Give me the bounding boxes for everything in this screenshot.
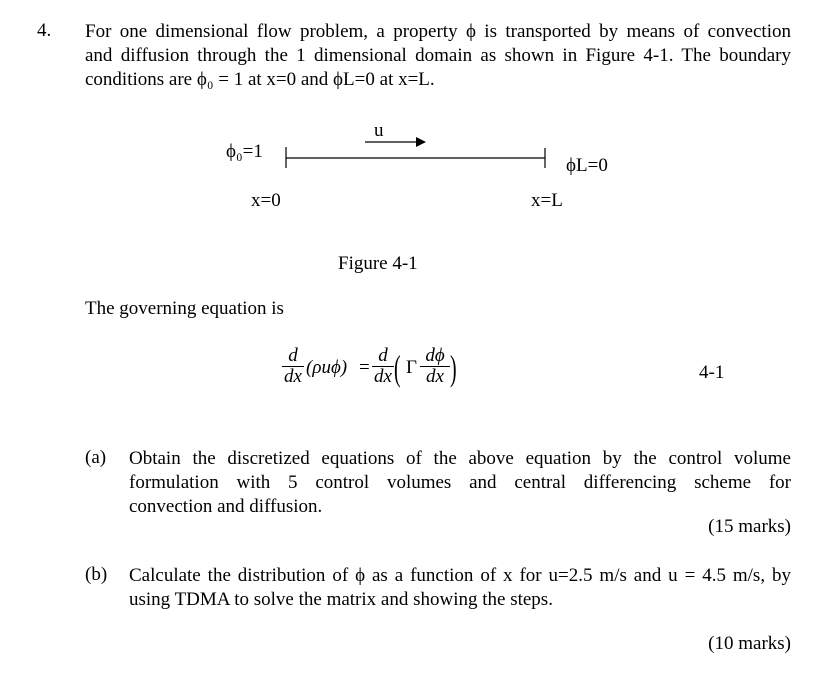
dphi-dx: $\frac{d\phi}{dx}$ xyxy=(420,346,450,387)
part-a-line: formulation with 5 control volumes and central differencing scheme for xyxy=(129,472,791,493)
figure-caption: Figure 4-1 xyxy=(338,253,418,274)
lhs-inner: (ρuϕ) xyxy=(306,357,348,378)
part-b-label: (b) xyxy=(85,564,108,585)
close-paren: ) xyxy=(450,348,457,388)
part-b-line: Calculate the distribution of ϕ as a function of x for u=2.5 m/s and u = 4.5 m/s, by xyxy=(129,565,791,586)
part-b-text xyxy=(129,564,791,612)
gamma-symbol: Γ xyxy=(406,357,417,378)
part-a-line: convection and diffusion. xyxy=(129,496,323,517)
right-boundary-condition: ϕL=0 xyxy=(566,155,608,176)
flow-arrow-head xyxy=(416,137,426,147)
lhs-derivative: $\frac{d}{dx}$ xyxy=(282,346,304,387)
left-boundary-condition: ϕ₀=1 xyxy=(226,141,263,162)
part-a-label: (a) xyxy=(85,447,107,468)
equation-number: 4-1 xyxy=(699,362,725,383)
part-a-text xyxy=(129,447,791,519)
question-number: 4. xyxy=(37,20,52,41)
part-b-marks: (10 marks) xyxy=(708,633,791,654)
intro-line: For one dimensional flow problem, a property ϕ is transported by means of convection xyxy=(85,21,791,42)
governing-equation-intro: The governing equation is xyxy=(85,298,284,319)
part-a-marks: (15 marks) xyxy=(708,516,791,537)
domain-diagram xyxy=(240,120,600,190)
part-a-line: Obtain the discretized equations of the above equation by the control volume xyxy=(129,448,791,469)
flow-velocity-label: u xyxy=(374,120,384,141)
left-x-label: x=0 xyxy=(251,190,281,211)
question-intro xyxy=(85,20,791,92)
right-x-label: x=L xyxy=(531,190,563,211)
intro-line: conditions are ϕ₀ = 1 at x=0 and ϕL=0 at x=L. xyxy=(85,69,435,90)
open-paren: ( xyxy=(394,348,401,388)
part-b-line: using TDMA to solve the matrix and showing the steps. xyxy=(129,589,553,610)
intro-line: and diffusion through the 1 dimensional domain as shown in Figure 4-1. The boundary xyxy=(85,45,791,66)
equals-sign: = xyxy=(359,357,370,378)
rhs-derivative: $\frac{d}{dx}$ xyxy=(372,346,394,387)
